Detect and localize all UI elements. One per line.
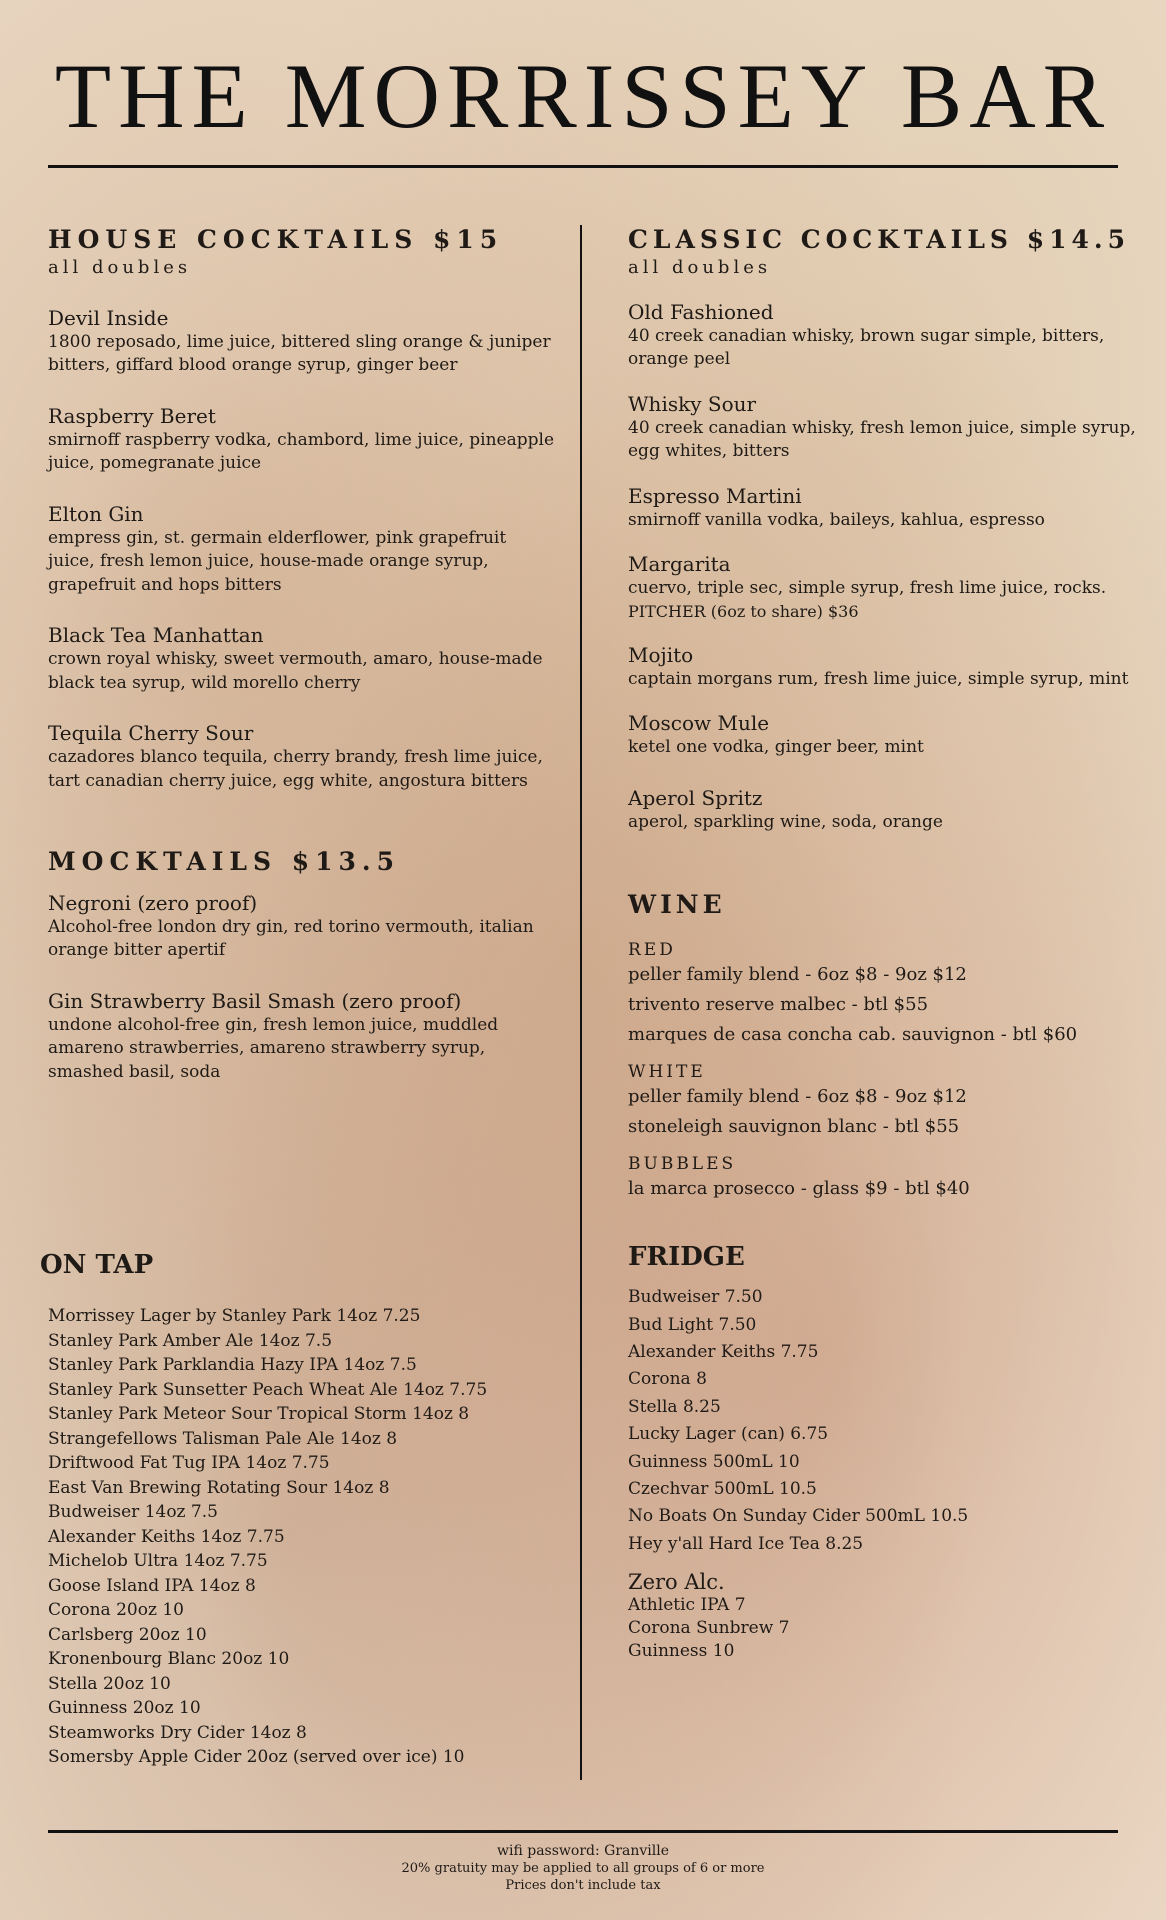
cocktail-item [628, 786, 1148, 834]
list-item: Somersby Apple Cider 20oz (served over ice) 10 [48, 1747, 465, 1767]
left-column [48, 225, 558, 1084]
classic-cocktails-section [628, 225, 1148, 834]
list-item: stoneleigh sauvignon blanc - btl $55 [628, 1116, 960, 1138]
cocktail-item [628, 552, 1148, 623]
zero-alc-list [628, 1594, 1148, 1663]
footer [0, 1843, 1166, 1894]
classic-cocktails-title: CLASSIC COCKTAILS $14.5 [628, 225, 1130, 254]
cocktail-item [48, 721, 558, 793]
list-item: Corona 20oz 10 [48, 1600, 184, 1620]
list-item: marques de casa concha cab. sauvignon - btl $60 [628, 1024, 1078, 1046]
mocktail-description: undone alcohol-free gin, fresh lemon juice, muddled amareno strawberries, amareno strawberry syrup, smashed basil, soda [48, 1014, 499, 1082]
house-cocktails-title: HOUSE COCKTAILS $15 [48, 225, 504, 254]
house-cocktails-section [48, 225, 558, 793]
mocktail-item [48, 891, 558, 963]
wine-red-label: RED [628, 940, 676, 961]
wine-white-label: WHITE [628, 1062, 706, 1083]
cocktail-description: smirnoff raspberry vodka, chambord, lime juice, pineapple juice, pomegranate juice [48, 429, 554, 474]
list-item: Bud Light 7.50 [628, 1314, 757, 1335]
cocktail-description: crown royal whisky, sweet vermouth, amaro, house-made black tea syrup, wild morello cherry [48, 649, 543, 693]
bar-title: THE MORRISSEY BAR [54, 45, 1112, 147]
cocktail-item [628, 711, 1148, 759]
pitcher-note: PITCHER (6oz to share) $36 [628, 601, 859, 621]
cocktail-name: Moscow Mule [628, 711, 770, 736]
gratuity-note: 20% gratuity may be applied to all groups of 6 or more [401, 1861, 765, 1876]
cocktail-description: cazadores blanco tequila, cherry brandy, fresh lime juice, tart canadian cherry juice, egg white, angostura bitters [48, 747, 543, 791]
list-item: Budweiser 7.50 [628, 1287, 763, 1308]
footer-rule [48, 1830, 1118, 1833]
cocktail-item [48, 306, 558, 378]
cocktail-name: Mojito [628, 642, 694, 667]
wine-section [628, 890, 1148, 1204]
list-item: Strangefellows Talisman Pale Ale 14oz 8 [48, 1428, 398, 1449]
list-item: trivento reserve malbec - btl $55 [628, 994, 929, 1016]
mocktail-item [48, 989, 558, 1084]
cocktail-name: Elton Gin [48, 501, 144, 526]
on-tap-list [40, 1304, 560, 1770]
mocktails-title: MOCKTAILS $13.5 [48, 846, 401, 876]
cocktail-name: Margarita [628, 552, 731, 577]
cocktail-item [628, 484, 1148, 532]
fridge-section [628, 1242, 1148, 1663]
cocktail-item [628, 392, 1148, 464]
fridge-title: FRIDGE [628, 1242, 745, 1273]
list-item: Stanley Park Meteor Sour Tropical Storm 14oz 8 [48, 1404, 470, 1424]
mocktail-name: Gin Strawberry Basil Smash (zero proof) [48, 988, 462, 1013]
cocktail-description: empress gin, st. germain elderflower, pink grapefruit juice, fresh lemon juice, house-made orange syrup, grapefruit and hops bitters [48, 527, 507, 595]
list-item: Driftwood Fat Tug IPA 14oz 7.75 [48, 1453, 330, 1473]
list-item: Guinness 20oz 10 [48, 1698, 201, 1718]
cocktail-name: Tequila Cherry Sour [48, 721, 254, 746]
list-item: Czechvar 500mL 10.5 [628, 1479, 817, 1499]
cocktail-name: Raspberry Beret [48, 403, 216, 428]
on-tap-section [40, 1250, 560, 1770]
list-item: peller family blend - 6oz $8 - 9oz $12 [628, 1086, 967, 1108]
tax-note: Prices don't include tax [505, 1878, 661, 1893]
list-item: Morrissey Lager by Stanley Park 14oz 7.25 [48, 1306, 421, 1326]
mocktail-name: Negroni (zero proof) [48, 890, 258, 915]
list-item: Guinness 10 [628, 1641, 735, 1662]
list-item: Guinness 500mL 10 [628, 1451, 800, 1472]
list-item: peller family blend - 6oz $8 - 9oz $12 [628, 964, 967, 986]
list-item: Kronenbourg Blanc 20oz 10 [48, 1649, 290, 1669]
list-item: Alexander Keiths 7.75 [628, 1341, 819, 1362]
list-item: East Van Brewing Rotating Sour 14oz 8 [48, 1477, 390, 1498]
cocktail-description: 1800 reposado, lime juice, bittered sling orange & juniper bitters, giffard blood orange syrup, ginger beer [48, 332, 551, 376]
cocktail-description: ketel one vodka, ginger beer, mint [628, 737, 924, 758]
cocktail-item [628, 300, 1148, 372]
wifi-password: wifi password: Granville [496, 1843, 670, 1859]
wine-bubbles-label: BUBBLES [628, 1154, 737, 1175]
list-item: Athletic IPA 7 [628, 1595, 746, 1616]
list-item: Corona 8 [628, 1369, 707, 1390]
list-item: la marca prosecco - glass $9 - btl $40 [628, 1178, 970, 1200]
cocktail-description: captain morgans rum, fresh lime juice, simple syrup, mint [628, 668, 1129, 689]
classic-cocktails-subtitle: all doubles [628, 257, 772, 278]
cocktail-description: aperol, sparkling wine, soda, orange [628, 811, 943, 832]
wine-title: WINE [628, 890, 726, 920]
cocktail-description: cuervo, triple sec, simple syrup, fresh lime juice, rocks. [628, 578, 1107, 599]
right-column [628, 225, 1148, 1663]
cocktail-item [628, 643, 1148, 691]
zero-alc-title: Zero Alc. [628, 1570, 725, 1595]
cocktail-name: Espresso Martini [628, 483, 802, 508]
list-item: Carlsberg 20oz 10 [48, 1624, 207, 1645]
list-item: Stella 20oz 10 [48, 1673, 171, 1694]
list-item: Goose Island IPA 14oz 8 [48, 1575, 256, 1596]
cocktail-description: 40 creek canadian whisky, brown sugar simple, bitters, orange peel [628, 326, 1105, 370]
cocktail-name: Aperol Spritz [628, 785, 763, 810]
list-item: Stanley Park Sunsetter Peach Wheat Ale 14oz 7.75 [48, 1379, 488, 1400]
title-rule [48, 165, 1118, 168]
column-divider [580, 225, 582, 1780]
list-item: Stanley Park Parklandia Hazy IPA 14oz 7.5 [48, 1355, 417, 1375]
mocktails-section [48, 847, 558, 1084]
fridge-list [628, 1284, 1148, 1558]
cocktail-description: smirnoff vanilla vodka, baileys, kahlua, espresso [628, 509, 1045, 530]
cocktail-name: Devil Inside [48, 306, 169, 330]
cocktail-name: Old Fashioned [628, 300, 774, 324]
mocktail-description: Alcohol-free london dry gin, red torino vermouth, italian orange bitter apertif [48, 916, 534, 961]
on-tap-title: ON TAP [40, 1250, 154, 1280]
list-item: Budweiser 14oz 7.5 [48, 1502, 218, 1522]
cocktail-item [48, 502, 558, 597]
cocktail-item [48, 404, 558, 476]
list-item: Michelob Ultra 14oz 7.75 [48, 1551, 268, 1571]
cocktail-item [48, 623, 558, 695]
list-item: Lucky Lager (can) 6.75 [628, 1424, 829, 1445]
list-item: No Boats On Sunday Cider 500mL 10.5 [628, 1506, 969, 1527]
cocktail-name: Black Tea Manhattan [48, 623, 264, 648]
cocktail-name: Whisky Sour [628, 391, 757, 416]
list-item: Stella 8.25 [628, 1396, 721, 1417]
list-item: Steamworks Dry Cider 14oz 8 [48, 1722, 307, 1743]
house-cocktails-subtitle: all doubles [48, 257, 192, 278]
list-item: Alexander Keiths 14oz 7.75 [48, 1526, 285, 1547]
list-item: Stanley Park Amber Ale 14oz 7.5 [48, 1330, 333, 1351]
cocktail-description: 40 creek canadian whisky, fresh lemon juice, simple syrup, egg whites, bitters [628, 417, 1136, 462]
list-item: Hey y'all Hard Ice Tea 8.25 [628, 1533, 864, 1554]
list-item: Corona Sunbrew 7 [628, 1618, 790, 1639]
